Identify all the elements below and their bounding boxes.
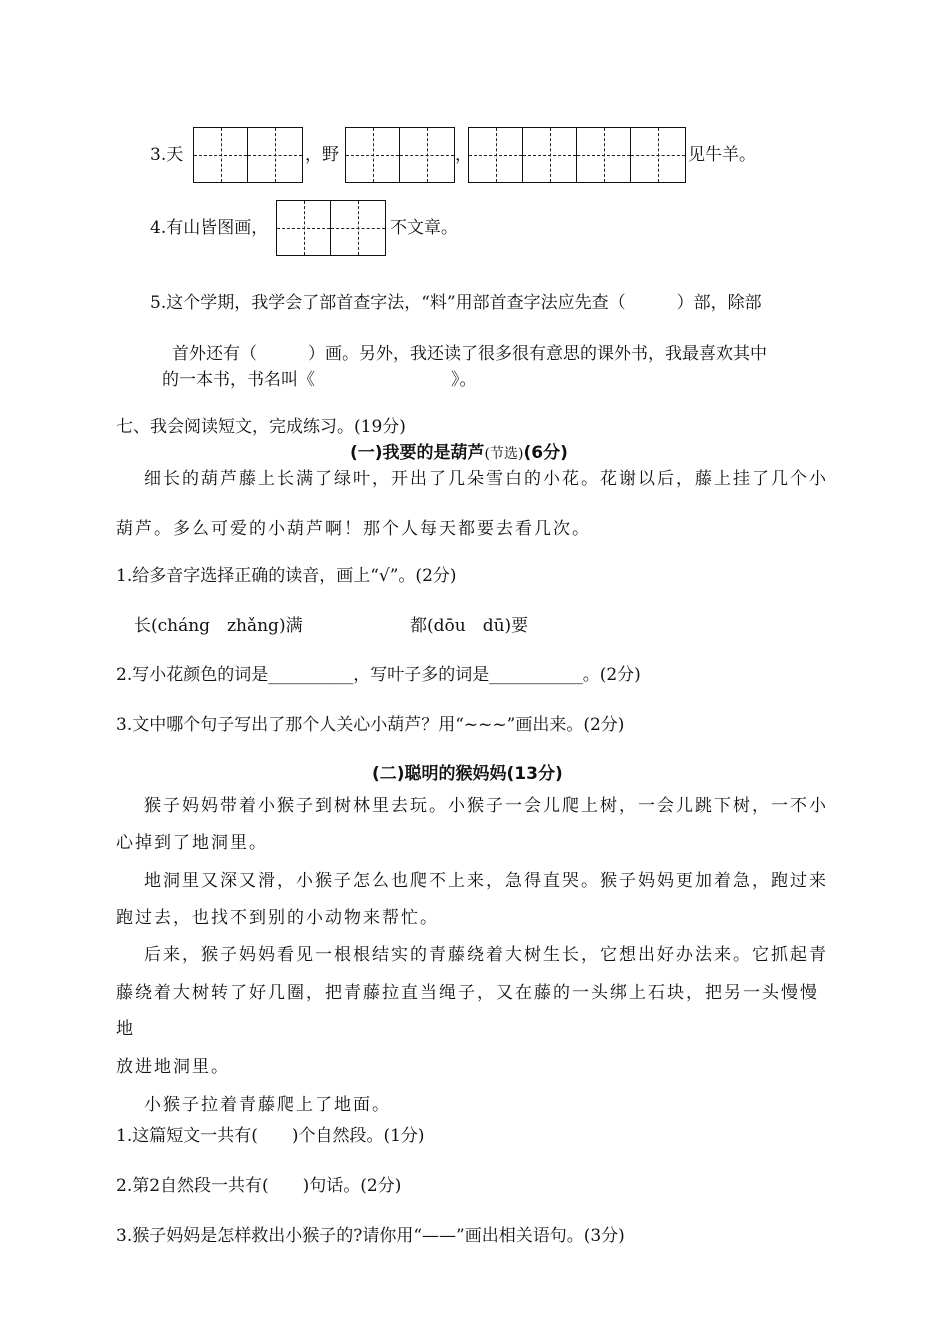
passage2-q2: 2.第2自然段一共有( )句话。(2分) bbox=[116, 1176, 402, 1196]
q6-4-prefix: 4.有山皆图画， bbox=[150, 218, 269, 238]
passage2-p1-line2: 心掉到了地洞里。 bbox=[116, 833, 268, 853]
passage1-title-score: (6分) bbox=[523, 443, 568, 463]
passage1-q1-option2[interactable]: 都(dōu dū)要 bbox=[410, 616, 529, 636]
q6-5-line1: 5.这个学期，我学会了部首查字法，“料”用部首查字法应先查（ ）部，除部 bbox=[150, 293, 762, 313]
grid-cell[interactable] bbox=[194, 128, 248, 182]
passage2-p3-line4: 放进地洞里。 bbox=[116, 1057, 230, 1077]
passage1-q3: 3.文中哪个句子写出了那个人关心小葫芦？用“~~~”画出来。(2分) bbox=[116, 715, 625, 735]
writing-grid-3[interactable] bbox=[468, 127, 686, 183]
passage1-para-line2: 葫芦。多么可爱的小葫芦啊！那个人每天都要去看几次。 bbox=[116, 519, 591, 539]
writing-grid-4[interactable] bbox=[276, 200, 386, 256]
grid-cell[interactable] bbox=[277, 201, 331, 255]
passage2-p3-line2: 藤绕着大树转了好几圈，把青藤拉直当绳子，又在藤的一头绑上石块，把另一头慢慢 bbox=[116, 983, 819, 1003]
passage1-q1-option1[interactable]: 长(cháng zhǎng)满 bbox=[134, 616, 303, 636]
q6-3-suffix: 见牛羊。 bbox=[688, 145, 756, 165]
q6-3-mid1: ，野 bbox=[305, 145, 339, 165]
passage2-q3: 3.猴子妈妈是怎样救出小猴子的?请你用“——”画出相关语句。(3分) bbox=[116, 1226, 625, 1246]
passage1-q1: 1.给多音字选择正确的读音，画上“√”。(2分) bbox=[116, 566, 457, 586]
grid-cell[interactable] bbox=[523, 128, 577, 182]
q6-3-mid2: ， bbox=[455, 145, 472, 165]
passage2-p1-line1: 猴子妈妈带着小猴子到树林里去玩。小猴子一会儿爬上树，一会儿跳下树，一不小 bbox=[144, 796, 828, 816]
grid-cell[interactable] bbox=[469, 128, 523, 182]
passage2-p3-line1: 后来，猴子妈妈看见一根根结实的青藤绕着大树生长，它想出好办法来。它抓起青 bbox=[144, 945, 828, 965]
passage1-title-text: (一)我要的是葫芦 bbox=[350, 443, 485, 463]
passage2-q1: 1.这篇短文一共有( )个自然段。(1分) bbox=[116, 1126, 425, 1146]
passage1-para-line1: 细长的葫芦藤上长满了绿叶，开出了几朵雪白的小花。花谢以后，藤上挂了几个小 bbox=[144, 469, 828, 489]
passage2-p4: 小猴子拉着青藤爬上了地面。 bbox=[144, 1095, 391, 1115]
passage2-p2-line1: 地洞里又深又滑，小猴子怎么也爬不上来，急得直哭。猴子妈妈更加着急，跑过来 bbox=[144, 871, 828, 891]
passage1-q2: 2.写小花颜色的词是__________，写叶子多的词是___________。(2分) bbox=[116, 665, 641, 685]
grid-cell[interactable] bbox=[577, 128, 631, 182]
q6-3-prefix: 3.天 bbox=[150, 145, 184, 165]
section7-heading: 七、我会阅读短文，完成练习。(19分) bbox=[116, 417, 406, 437]
grid-cell[interactable] bbox=[346, 128, 400, 182]
passage2-p3-line3: 地 bbox=[116, 1019, 133, 1039]
passage2-p2-line2: 跑过去，也找不到别的小动物来帮忙。 bbox=[116, 908, 439, 928]
q6-5-line3: 的一本书，书名叫《 》。 bbox=[162, 370, 477, 390]
writing-grid-1[interactable] bbox=[193, 127, 303, 183]
grid-cell[interactable] bbox=[331, 201, 385, 255]
grid-cell[interactable] bbox=[631, 128, 685, 182]
q6-5-line2: 首外还有（ ）画。另外，我还读了很多很有意思的课外书，我最喜欢其中 bbox=[172, 344, 767, 364]
passage2-title: (二)聪明的猴妈妈(13分) bbox=[372, 764, 563, 784]
passage1-title-note: (节选) bbox=[484, 446, 524, 462]
grid-cell[interactable] bbox=[400, 128, 454, 182]
q6-4-suffix: 不文章。 bbox=[390, 218, 458, 238]
passage1-title bbox=[350, 442, 568, 465]
grid-cell[interactable] bbox=[248, 128, 302, 182]
writing-grid-2[interactable] bbox=[345, 127, 455, 183]
